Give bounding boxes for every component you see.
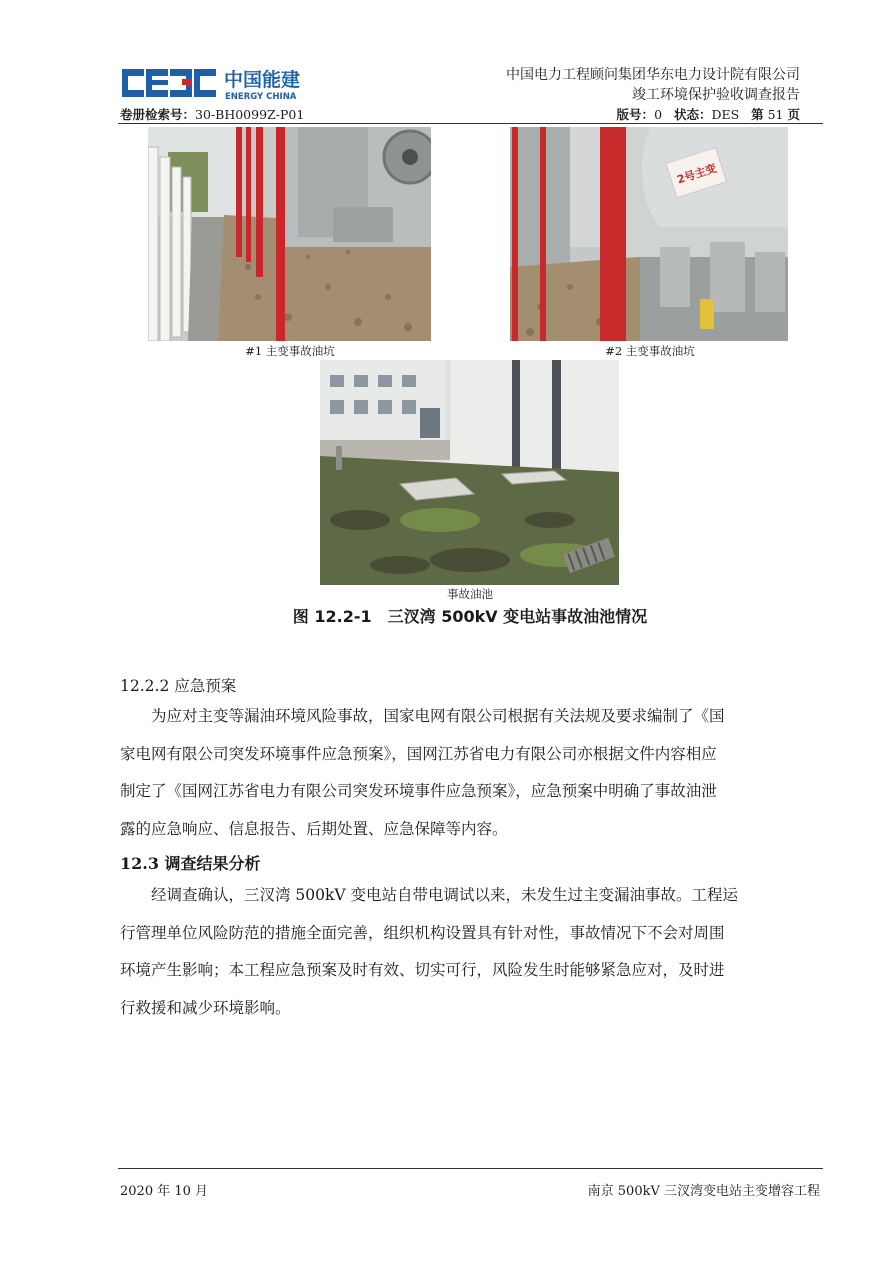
footer-project-name: 南京 500kV 三汊湾变电站主变增容工程 bbox=[587, 1184, 820, 1199]
photo-transformer-2-oil-pit bbox=[510, 127, 788, 341]
index-number bbox=[120, 105, 304, 123]
photo-transformer-1-oil-pit bbox=[148, 127, 431, 341]
figure-title: 图 12.2-1 三汊湾 500kV 变电站事故油池情况 bbox=[292, 607, 648, 626]
page-suffix: 页 bbox=[787, 107, 800, 122]
header-divider bbox=[118, 123, 823, 124]
paragraph-survey-results bbox=[120, 877, 832, 1027]
photo2-caption: #2 主变事故油坑 bbox=[605, 344, 695, 358]
ceec-logo-mark bbox=[122, 69, 216, 97]
logo-en-text: ENERGY CHINA bbox=[225, 92, 297, 102]
paragraph-line: 经调查确认，三汊湾 500kV 变电站自带电调试以来，未发生过主变漏油事故。工程运 bbox=[120, 886, 739, 904]
paragraph-line: 为应对主变等漏油环境风险事故，国家电网有限公司根据有关法规及要求编制了《国 bbox=[120, 707, 725, 725]
status-value: DES bbox=[711, 107, 740, 122]
footer-date: 2020 年 10 月 bbox=[120, 1184, 209, 1199]
logo-cn-text: 中国能建 bbox=[224, 69, 301, 91]
version-label: 版号： bbox=[616, 107, 655, 122]
paragraph-line: 家电网有限公司突发环境事件应急预案》，国网江苏省电力有限公司亦根据文件内容相应 bbox=[120, 744, 717, 763]
paragraph-line: 制定了《国网江苏省电力有限公司突发环境事件应急预案》，应急预案中明确了事故油泄 bbox=[120, 782, 717, 800]
paragraph-line: 露的应急响应、信息报告、后期处置、应急保障等内容。 bbox=[120, 819, 508, 838]
page-number: 51 bbox=[767, 107, 784, 122]
paragraph-line: 行管理单位风险防范的措施全面完善，组织机构设置具有针对性，事故情况下不会对周围 bbox=[120, 923, 725, 942]
index-value: 30-BH0099Z-P01 bbox=[195, 107, 305, 122]
photo-accident-oil-pool bbox=[320, 360, 619, 585]
section-heading: 12.3 调查结果分析 bbox=[120, 854, 261, 873]
energy-china-logo bbox=[120, 66, 320, 102]
photo3-caption: 事故油池 bbox=[447, 587, 493, 601]
status-label: 状态： bbox=[673, 107, 712, 122]
footer-divider bbox=[118, 1168, 823, 1169]
report-title: 竣工环境保护验收调查报告 bbox=[632, 87, 800, 103]
subsection-heading: 12.2.2 应急预案 bbox=[120, 677, 237, 695]
paragraph-line: 行救援和减少环境影响。 bbox=[120, 998, 291, 1017]
index-label: 卷册检索号： bbox=[120, 107, 196, 122]
version-status-page bbox=[617, 105, 800, 123]
paragraph-line: 环境产生影响；本工程应急预案及时有效、切实可行，风险发生时能够紧急应对，及时进 bbox=[120, 961, 725, 979]
paragraph-emergency-plan bbox=[120, 698, 832, 848]
page-prefix: 第 bbox=[751, 107, 764, 122]
photo1-caption: #1 主变事故油坑 bbox=[245, 344, 335, 358]
organization-name: 中国电力工程顾问集团华东电力设计院有限公司 bbox=[506, 67, 800, 83]
transformer-2-sign-text: 2号主变 bbox=[675, 161, 719, 187]
version-value: 0 bbox=[654, 107, 663, 122]
